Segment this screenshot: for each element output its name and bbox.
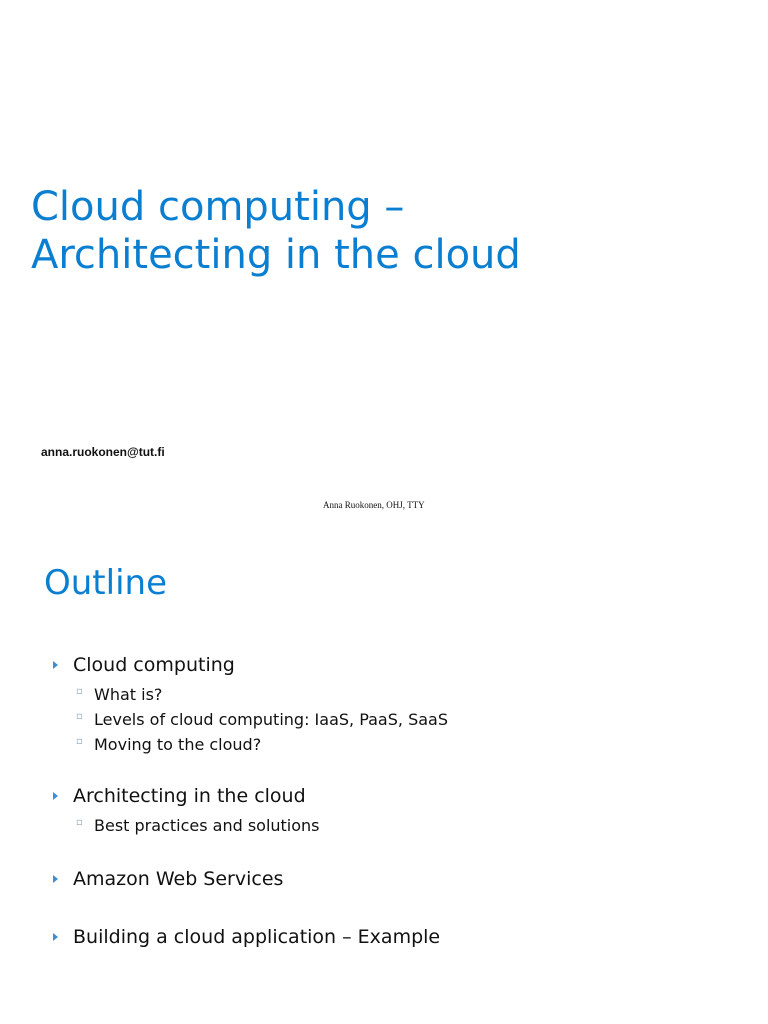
outline-sub-item-label: What is?	[94, 685, 163, 704]
triangle-bullet-icon	[53, 661, 58, 669]
outline-sub-list	[52, 682, 752, 757]
outline-slide	[0, 528, 768, 1024]
outline-sub-item-label: Levels of cloud computing: IaaS, PaaS, SaaS	[94, 710, 448, 729]
outline-bullet-list	[52, 648, 752, 954]
slide-title-line-2: Architecting in the cloud	[31, 232, 521, 278]
dot-bullet-icon: ▫	[76, 711, 83, 722]
triangle-bullet-icon	[53, 933, 58, 941]
outline-item-cloud-computing	[52, 648, 752, 757]
outline-item-building-example	[52, 920, 752, 954]
outline-item-label: Cloud computing	[73, 654, 235, 676]
dot-bullet-icon: ▫	[76, 686, 83, 697]
slide-title	[31, 183, 521, 279]
triangle-bullet-icon	[53, 875, 58, 883]
slide-title-line-1: Cloud computing –	[31, 184, 405, 230]
triangle-bullet-icon	[53, 792, 58, 800]
outline-sub-item-label: Best practices and solutions	[94, 816, 320, 835]
outline-item-aws	[52, 862, 752, 896]
slide-footer: Anna Ruokonen, OHJ, TTY	[323, 500, 425, 510]
outline-sub-item	[52, 707, 752, 732]
author-email: anna.ruokonen@tut.fi	[41, 445, 165, 459]
outline-sub-item	[52, 732, 752, 757]
outline-item-label: Architecting in the cloud	[73, 785, 306, 807]
outline-item-label: Amazon Web Services	[73, 868, 284, 890]
outline-sub-list	[52, 813, 752, 838]
outline-sub-item-label: Moving to the cloud?	[94, 735, 262, 754]
outline-item-architecting	[52, 779, 752, 838]
dot-bullet-icon: ▫	[76, 736, 83, 747]
outline-title: Outline	[44, 563, 168, 603]
outline-sub-item	[52, 682, 752, 707]
dot-bullet-icon: ▫	[76, 817, 83, 828]
outline-item-label: Building a cloud application – Example	[73, 926, 441, 948]
outline-sub-item	[52, 813, 752, 838]
